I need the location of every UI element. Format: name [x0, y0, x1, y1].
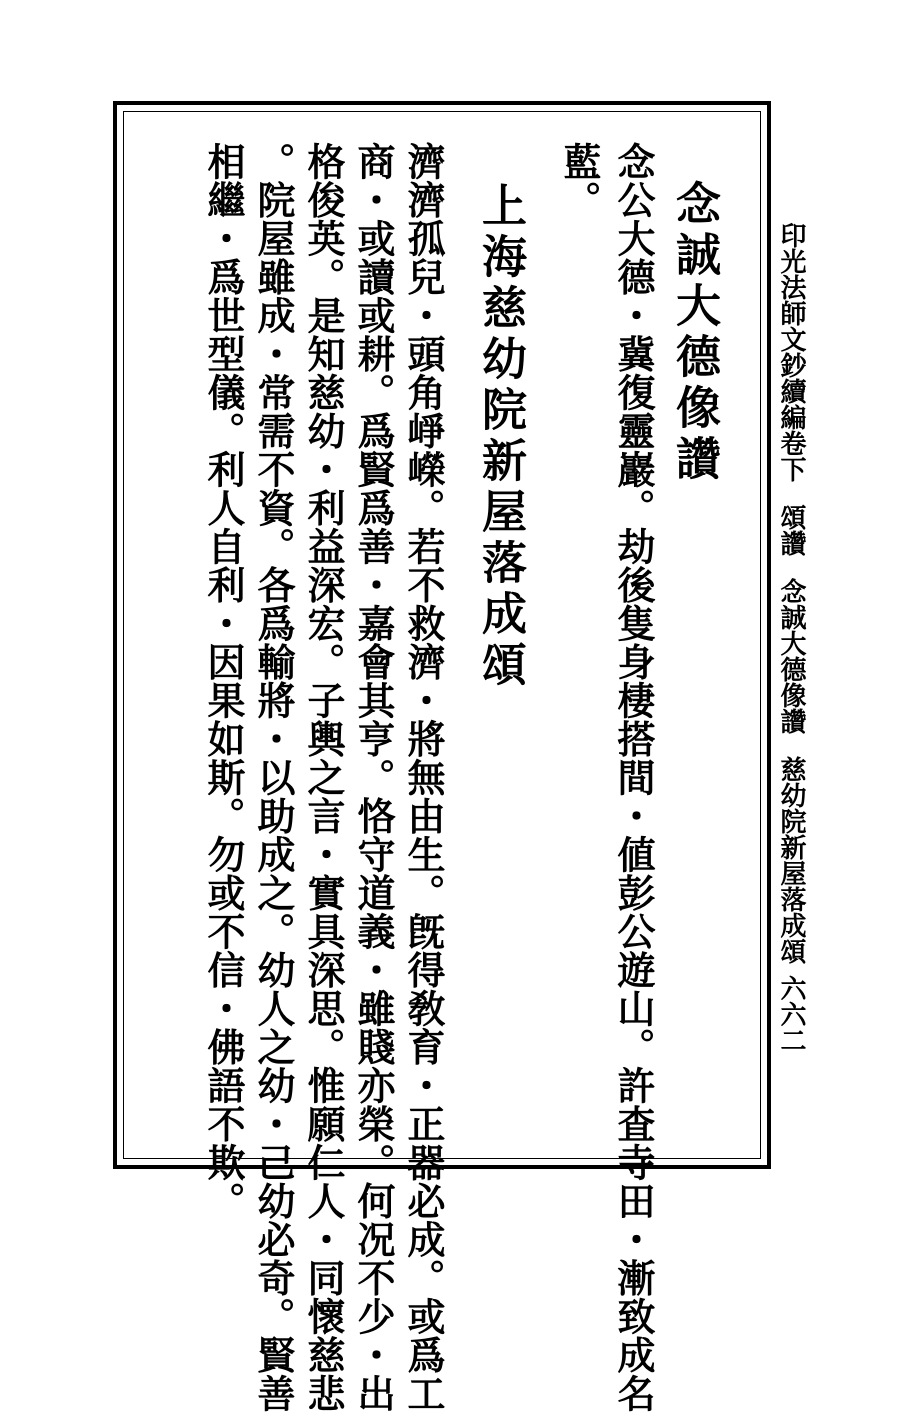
margin-header: [778, 222, 804, 964]
article1-line-2: 藍。: [557, 142, 602, 219]
margin-article1: 念誠大德像讚: [776, 578, 806, 734]
article2-line-3: 格俊英。是知慈幼・利益深宏。子輿之言・實具深思。惟願仁人・同懷慈悲: [301, 142, 346, 1413]
margin-article2: 慈幼院新屋落成頌: [776, 756, 806, 964]
article1-line-1: 念公大德・冀復靈巖。劫後隻身棲搭間・値彭公遊山。許査寺田・漸致成名: [611, 142, 656, 1413]
article2-title: 上海慈幼院新屋落成頌: [474, 182, 527, 692]
article2-line-4: 。院屋雖成・常需不資。各爲輸將・以助成之。幼人之幼・己幼必奇。賢善: [251, 142, 296, 1413]
article2-line-1: 濟濟孤兒・頭角崢嶸。若不救濟・將無由生。旣得敎育・正器必成。或爲工: [401, 142, 446, 1413]
margin-book-title: 印光法師文鈔續編卷下: [776, 222, 806, 482]
margin-section: 頌讚: [776, 504, 806, 556]
article1-title: 念誠大德像讚: [668, 180, 721, 486]
page-number: 六六二: [776, 975, 806, 1053]
article2-line-5: 相繼・爲世型儀。利人自利・因果如斯。勿或不信・佛語不欺。: [201, 142, 246, 1220]
article2-line-2: 商・或讀或耕。爲賢爲善・嘉會其亨。恪守道義・雖賤亦榮。何况不少・出: [351, 142, 396, 1413]
